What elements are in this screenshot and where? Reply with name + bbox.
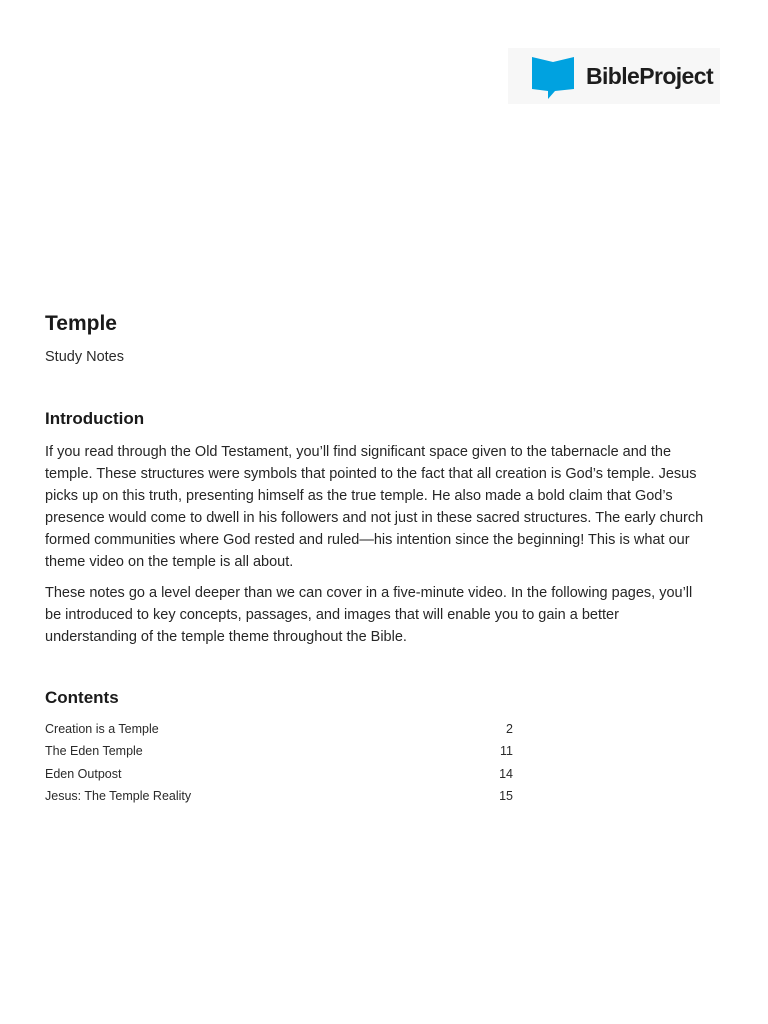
bibleproject-logo bbox=[508, 48, 720, 104]
toc-entry[interactable] bbox=[45, 785, 515, 807]
toc-entry-label: The Eden Temple bbox=[45, 744, 143, 759]
toc-entry-page: 2 bbox=[506, 722, 513, 736]
toc-entry[interactable] bbox=[45, 740, 515, 762]
toc-entry-page: 14 bbox=[499, 766, 513, 781]
table-of-contents bbox=[45, 718, 515, 807]
toc-entry-label: Eden Outpost bbox=[45, 766, 122, 781]
document-title: Temple bbox=[45, 312, 117, 335]
toc-entry-page: 15 bbox=[499, 788, 513, 803]
introduction-heading: Introduction bbox=[45, 409, 145, 428]
toc-entry-page: 11 bbox=[500, 744, 513, 759]
introduction-paragraph: If you read through the Old Testament, you’ll find significant space given to the tabernacle and the temple. These structures were symbols that pointed to the fact that all creation is God’s temple. Jesus picks up on this truth, presenting himself as the true temple. He also made a bold claim that God’s presence would come to dwell in his followers and not just in these sacred structures. The early church formed communities where God rested and ruled—his intention since the beginning! This is what our theme video on the temple is all about. bbox=[45, 444, 704, 570]
toc-entry-label: Creation is a Temple bbox=[45, 722, 159, 736]
introduction-body bbox=[45, 441, 705, 657]
document-subtitle: Study Notes bbox=[45, 349, 124, 365]
bibleproject-logo-icon bbox=[530, 53, 576, 99]
contents-heading: Contents bbox=[45, 688, 119, 707]
toc-entry[interactable] bbox=[45, 763, 515, 785]
toc-entry-label: Jesus: The Temple Reality bbox=[45, 788, 192, 803]
toc-entry[interactable] bbox=[45, 718, 515, 740]
brand-name: BibleProject bbox=[586, 62, 714, 89]
introduction-paragraph: These notes go a level deeper than we can cover in a five-minute video. In the following pages, you’ll be introduced to key concepts, passages, and images that will enable you to gain a better understanding of the temple theme throughout the Bible. bbox=[45, 585, 693, 645]
